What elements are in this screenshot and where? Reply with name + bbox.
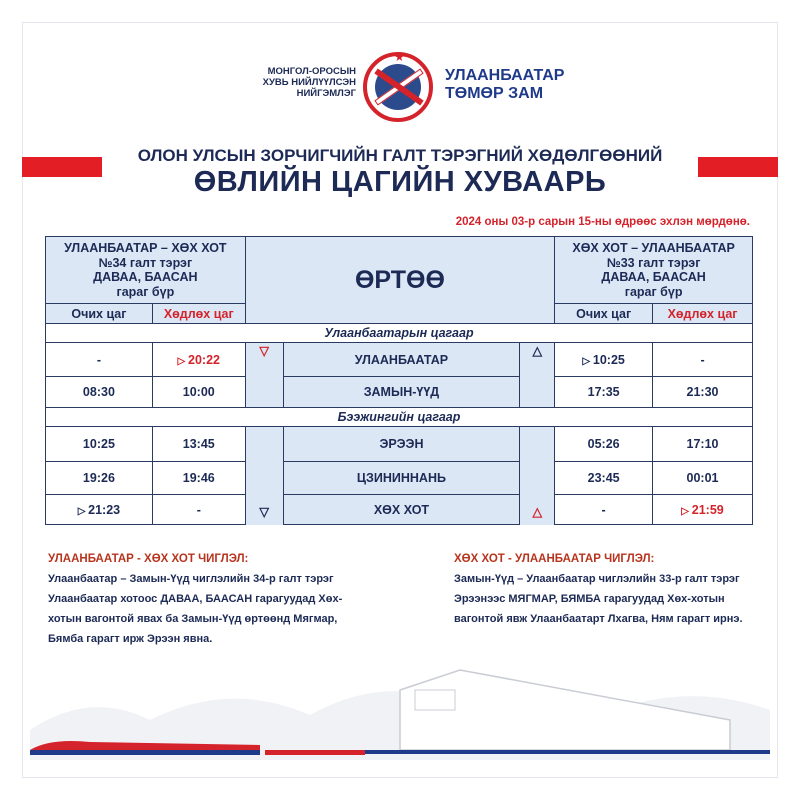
note-line: Улаанбаатар хотоос ДАВАА, БААСАН гарагуудад Хөх- — [48, 593, 343, 605]
cell — [653, 495, 753, 525]
table-row — [46, 427, 753, 462]
note-line: Эрээнээс МЯГМАР, БЯМБА гарагуудад Хөх-хотын — [454, 593, 725, 605]
station: ЭРЭЭН — [283, 427, 520, 462]
time: 21:59 — [691, 502, 724, 517]
station-header: ӨРТӨӨ — [245, 237, 555, 324]
time: 21:23 — [88, 502, 121, 517]
time: 10:25 — [592, 352, 625, 367]
train-number: №33 галт тэрэг — [606, 255, 701, 270]
cell: - — [555, 495, 653, 525]
effective-date: 2024 оны 03-р сарын 15-ны өдрөөс эхлэн мөрдөнө. — [455, 216, 750, 228]
station: УЛААНБААТАР — [283, 343, 520, 377]
start-marker-icon: ▷ — [681, 505, 692, 517]
start-marker-icon: ▷ — [582, 355, 593, 367]
cell: 17:10 — [653, 427, 753, 462]
cell — [555, 343, 653, 377]
section-ub-time: Улаанбаатарын цагаар — [46, 324, 753, 343]
title-line-1: ОЛОН УЛСЫН ЗОРЧИГЧИЙН ГАЛТ ТЭРЭГНИЙ ХӨДӨЛГӨӨНИЙ — [137, 146, 663, 165]
frequency: гараг бүр — [624, 284, 683, 299]
org-line: НИЙГЭМЛЭГ — [296, 88, 356, 99]
cell: 00:01 — [653, 462, 753, 495]
table-row — [46, 343, 753, 377]
station: ЗАМЫН-ҮҮД — [283, 377, 520, 408]
brand-line: УЛААНБААТАР — [445, 67, 565, 84]
cell: 10:25 — [46, 427, 153, 462]
depart-header: Хөдлөх цаг — [653, 304, 753, 324]
end-marker-icon: ▷ — [77, 505, 89, 517]
train-landscape-illustration — [30, 650, 770, 760]
frequency: гараг бүр — [116, 284, 175, 299]
cell: 19:46 — [152, 462, 245, 495]
depart-header: Хөдлөх цаг — [152, 304, 245, 324]
cell: 10:00 — [152, 377, 245, 408]
org-name — [250, 66, 356, 99]
brand-name — [445, 67, 564, 103]
station: ЦЗИНИННАНЬ — [283, 462, 520, 495]
cell: 21:30 — [653, 377, 753, 408]
note-line: Замын-Үүд – Улаанбаатар чиглэлийн 33-р галт тэрэг — [454, 573, 740, 585]
cell: 05:26 — [555, 427, 653, 462]
days: ДАВАА, БААСАН — [601, 270, 706, 284]
time: 20:22 — [188, 352, 220, 367]
cell: 08:30 — [46, 377, 153, 408]
section-beijing-time: Бээжингийн цагаар — [46, 408, 753, 427]
cell: - — [152, 495, 245, 525]
cell — [152, 343, 245, 377]
note-line: Бямба гарагт ирж Эрээн явна. — [48, 633, 213, 645]
arrive-header: Очих цаг — [46, 304, 153, 324]
timetable — [45, 236, 753, 525]
table-row — [46, 377, 753, 408]
left-route-header — [46, 237, 246, 304]
note-line: хотын вагонтой явах ба Замын-Үүд өртөөнд Мягмар, — [48, 613, 338, 625]
brand-line: ТӨМӨР ЗАМ — [445, 85, 544, 102]
note-line: вагонтой явж Улаанбаатарт Лхагва, Ням гарагт ирнэ. — [454, 613, 743, 625]
station: ХӨХ ХОТ — [283, 495, 520, 525]
route: ХӨХ ХОТ – УЛААНБААТАР — [572, 241, 735, 255]
note-line: Улаанбаатар – Замын-Үүд чиглэлийн 34-р галт тэрэг — [48, 573, 334, 585]
cell: 23:45 — [555, 462, 653, 495]
down-arrow-icon: ▽ — [245, 343, 283, 408]
railway-emblem-logo: ★ — [363, 52, 433, 122]
cell: 13:45 — [152, 427, 245, 462]
note-hohhot-to-ub — [454, 549, 743, 629]
train-number: №34 галт тэрэг — [98, 255, 193, 270]
up-arrow-icon: △ — [520, 427, 555, 525]
org-line: ХУВЬ НИЙЛҮҮЛСЭН — [262, 77, 356, 88]
arrive-header: Очих цаг — [555, 304, 653, 324]
note-title: ХӨХ ХОТ - УЛААНБААТАР ЧИГЛЭЛ: — [454, 553, 655, 565]
table-row — [46, 495, 753, 525]
note-ub-to-hohhot — [48, 549, 342, 649]
cell: - — [46, 343, 153, 377]
table-row — [46, 462, 753, 495]
route: УЛААНБААТАР – ХӨХ ХОТ — [64, 241, 227, 255]
org-line: МОНГОЛ-ОРОСЫН — [267, 66, 356, 77]
cell: 19:26 — [46, 462, 153, 495]
note-title: УЛААНБААТАР - ХӨХ ХОТ ЧИГЛЭЛ: — [48, 553, 249, 565]
up-arrow-icon: △ — [520, 343, 555, 408]
cell: - — [653, 343, 753, 377]
right-route-header — [555, 237, 753, 304]
start-marker-icon: ▷ — [177, 355, 189, 367]
page-title: ӨВЛИЙН ЦАГИЙН ХУВААРЬ — [193, 166, 607, 198]
down-arrow-icon: ▽ — [245, 427, 283, 525]
cell — [46, 495, 153, 525]
days: ДАВАА, БААСАН — [93, 270, 198, 284]
cell: 17:35 — [555, 377, 653, 408]
